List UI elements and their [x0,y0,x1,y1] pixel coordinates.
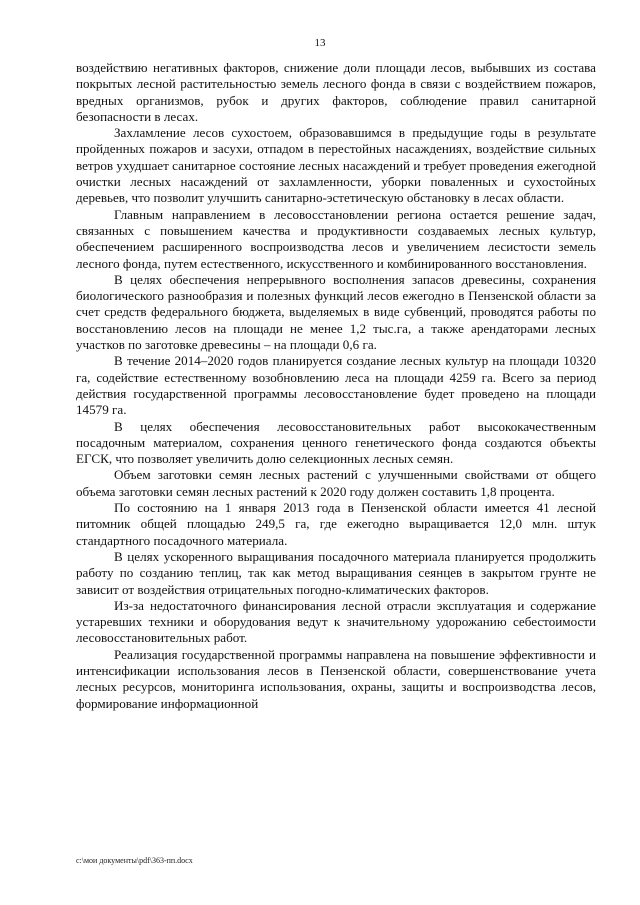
page-number: 13 [314,37,326,49]
paragraph: В целях ускоренного выращивания посадочного материала планируется продолжить работу по созданию теплиц, так как метод выращивания сеянцев в закрытом грунте не зависит от воздействия отрицательных погодно-климатических факторов. [76,548,596,597]
document-body [76,60,596,712]
paragraph: воздействию негативных факторов, снижение доли площади лесов, выбывших из состава покрытых лесной растительностью земель лесного фонда в связи с воздействием пожаров, вредных организмов, рубок и других факторов, соблюдение правил санитарной безопасности в лесах. [76,60,596,124]
paragraph: Из-за недостаточного финансирования лесной отрасли эксплуатация и содержание устаревших техники и оборудования ведут к значительному удорожанию себестоимости лесовосстановительных работ. [76,597,596,646]
footer-file-path: c:\мои документы\pdf\363-пп.docx [76,856,193,865]
paragraph: Главным направлением в лесовосстановлении региона остается решение задач, связанных с повышением качества и продуктивности создаваемых лесных культур, обеспечением расширенного воспроизводства лесов и увеличением лесистости земель лесного фонда, путем естественного, искусственного и комбинированного восстановления. [76,206,596,271]
paragraph: Захламление лесов сухостоем, образовавшимся в предыдущие годы в результате пройденных пожаров и засухи, отпадом в перестойных насаждениях, воздействие сильных ветров ухудшает санитарное состояние лесных насаждений и требует проведения ежегодной очистки лесных насаждений от захламленности, уборки поваленных и сухостойных деревьев, что позволит улучшить санитарно-эстетическую обстановку в лесах области. [76,125,596,206]
paragraph: Реализация государственной программы направлена на повышение эффективности и интенсификации использования лесов в Пензенской области, совершенствование учета лесных ресурсов, мониторинга использования, охраны, защиты и воспроизводства лесов, формирование информационной [76,646,596,711]
paragraph: В течение 2014–2020 годов планируется создание лесных культур на площади 10320 га, содействие естественному возобновлению леса на площади 4259 га. Всего за период действия государственной программы лесовосстановление будет проведено на площади 14579 га. [76,353,596,418]
paragraph: В целях обеспечения лесовосстановительных работ высококачественным посадочным материалом, сохранения ценного генетического фонда создаются объекты ЕГСК, что позволяет увеличить долю селекционных лесных семян. [76,418,596,467]
paragraph: Объем заготовки семян лесных растений с улучшенными свойствами от общего объема заготовки семян лесных растений к 2020 году должен составить 1,8 процента. [76,467,596,499]
paragraph: По состоянию на 1 января 2013 года в Пензенской области имеется 41 лесной питомник общей площадью 249,5 га, где ежегодно выращивается 12,0 млн. штук стандартного посадочного материала. [76,500,596,548]
paragraph: В целях обеспечения непрерывного восполнения запасов древесины, сохранения биологического разнообразия и полезных функций лесов ежегодно в Пензенской области за счет средств федерального бюджета, выделяемых в виде субвенций, проводятся работы по восстановлению лесов на площади не менее 1,2 тыс.га, а также арендаторами лесных участков по заготовке древесины – на площади 0,6 га. [76,271,596,353]
